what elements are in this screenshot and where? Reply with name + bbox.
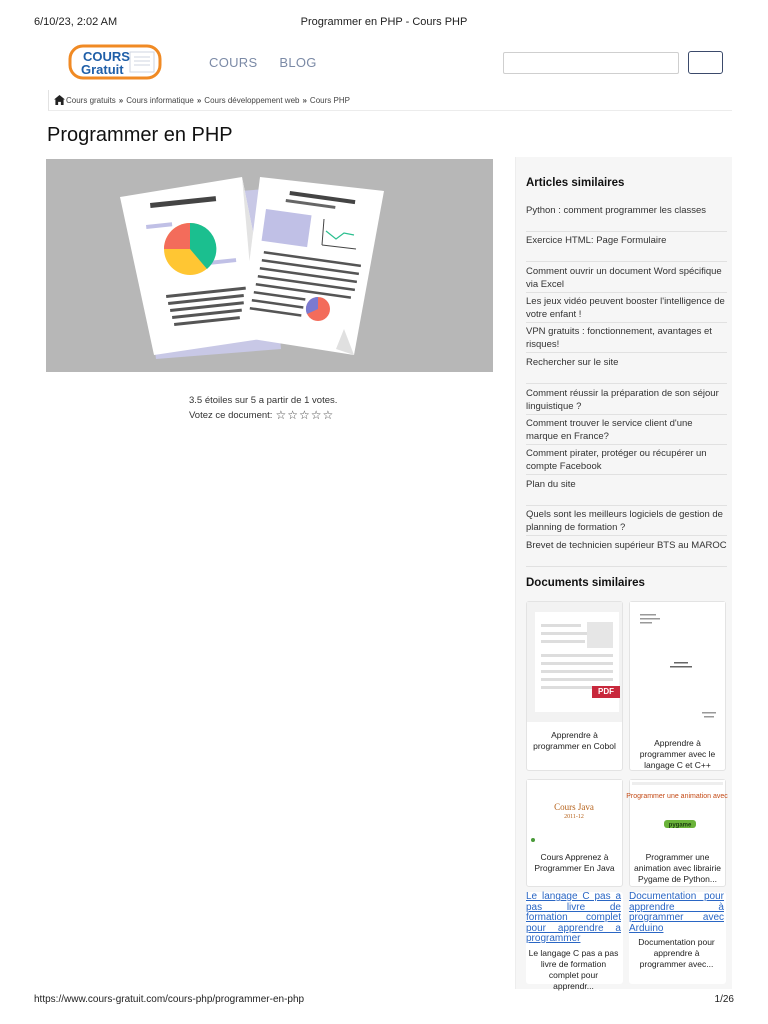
document-caption: Apprendre à programmer avec le langage C et C++ xyxy=(639,738,716,770)
document-card[interactable] xyxy=(526,891,623,991)
document-card[interactable] xyxy=(629,892,726,984)
document-caption: Apprendre à programmer en Cobol xyxy=(533,730,616,751)
document-card[interactable] xyxy=(629,601,726,771)
star-rating[interactable]: ☆☆☆☆☆ xyxy=(275,408,335,422)
article-link[interactable]: Comment pirater, protéger ou récupérer un compte Facebook xyxy=(526,447,727,475)
document-thumbnail xyxy=(630,602,725,732)
breadcrumb-item-cours-informatique[interactable]: Cours informatique xyxy=(126,95,194,105)
article-link[interactable]: Comment réussir la préparation de son séjour linguistique ? xyxy=(526,387,727,415)
article-link[interactable]: Plan du site xyxy=(526,478,727,506)
document-card[interactable] xyxy=(626,779,728,887)
hero-illustration xyxy=(46,159,493,372)
main-nav xyxy=(209,55,335,70)
article-link[interactable]: Python : comment programmer les classes xyxy=(526,204,727,232)
broken-image-alt[interactable]: Le langage C pas a pas livre de formation complet pour apprendre a programmer xyxy=(526,891,621,944)
breadcrumb-item-cours-php[interactable]: Cours PHP xyxy=(309,95,350,105)
vote-label: Votez ce document: xyxy=(189,410,273,421)
print-page-number: 1/26 xyxy=(714,994,734,1005)
documents-heading: Documents similaires xyxy=(526,577,645,589)
breadcrumb-separator: » xyxy=(118,95,124,105)
nav-blog[interactable]: BLOG xyxy=(279,55,317,70)
print-datetime: 6/10/23, 2:02 AM xyxy=(34,16,118,28)
print-header xyxy=(0,16,768,30)
home-icon[interactable] xyxy=(54,95,65,105)
thumb-title: Programmer une animation avec xyxy=(626,793,728,800)
document-thumbnail xyxy=(527,602,622,722)
site-logo[interactable] xyxy=(68,44,162,80)
breadcrumb-item-cours-dev-web[interactable]: Cours développement web xyxy=(204,95,300,105)
document-caption: Documentation pour apprendre à programmer avec... xyxy=(638,937,715,969)
search-button[interactable] xyxy=(688,51,723,74)
document-card[interactable] xyxy=(526,779,623,887)
print-footer xyxy=(0,994,768,1008)
rating-summary: 3.5 étoiles sur 5 a partir de 1 votes. xyxy=(189,395,338,406)
pdf-badge: PDF xyxy=(592,686,620,698)
nav-cours[interactable]: COURS xyxy=(209,55,258,70)
article-link[interactable]: Quels sont les meilleurs logiciels de gestion de planning de formation ? xyxy=(526,508,727,536)
search-input[interactable] xyxy=(503,52,679,74)
logo-text-1: COURS xyxy=(83,49,130,64)
article-link[interactable]: Les jeux vidéo peuvent booster l'intelligence de votre enfant ! xyxy=(526,295,727,323)
document-thumbnail xyxy=(527,780,622,845)
logo-text-2: Gratuit xyxy=(81,62,124,77)
article-link[interactable]: Comment trouver le service client d'une marque en France? xyxy=(526,417,727,445)
article-link[interactable]: VPN gratuits : fonctionnement, avantages et risques! xyxy=(526,325,727,353)
breadcrumb-separator: » xyxy=(302,95,307,105)
document-thumbnail xyxy=(626,780,728,845)
print-url: https://www.cours-gratuit.com/cours-php/programmer-en-php xyxy=(34,994,305,1005)
thumb-title: Cours Java xyxy=(554,802,594,812)
article-link[interactable]: Rechercher sur le site xyxy=(526,356,727,384)
pygame-logo-icon: pygame xyxy=(668,822,692,829)
article-link[interactable]: Brevet de technicien supérieur BTS au MAROC xyxy=(526,539,727,567)
breadcrumb-item-cours-gratuits[interactable]: Cours gratuits xyxy=(66,95,116,105)
document-card[interactable] xyxy=(526,601,623,771)
vote-row xyxy=(189,410,334,421)
document-caption: Cours Apprenez à Programmer En Java xyxy=(534,852,615,873)
breadcrumb xyxy=(54,95,350,105)
thumb-subtitle: 2011-12 xyxy=(564,814,584,820)
breadcrumb-separator: » xyxy=(196,95,202,105)
broken-image-alt[interactable]: Documentation pour apprendre à programmer avec Arduino xyxy=(629,891,724,934)
document-caption: Programmer une animation avec librairie Pygame de Python... xyxy=(634,852,721,884)
articles-heading: Articles similaires xyxy=(526,177,625,189)
article-link[interactable]: Exercice HTML: Page Formulaire xyxy=(526,234,727,262)
document-caption: Le langage C pas a pas livre de formation complet pour apprendr... xyxy=(528,948,619,991)
page-title: Programmer en PHP xyxy=(47,124,233,146)
print-title: Programmer en PHP - Cours PHP xyxy=(300,16,468,28)
article-link[interactable]: Comment ouvrir un document Word spécifique via Excel xyxy=(526,265,727,293)
